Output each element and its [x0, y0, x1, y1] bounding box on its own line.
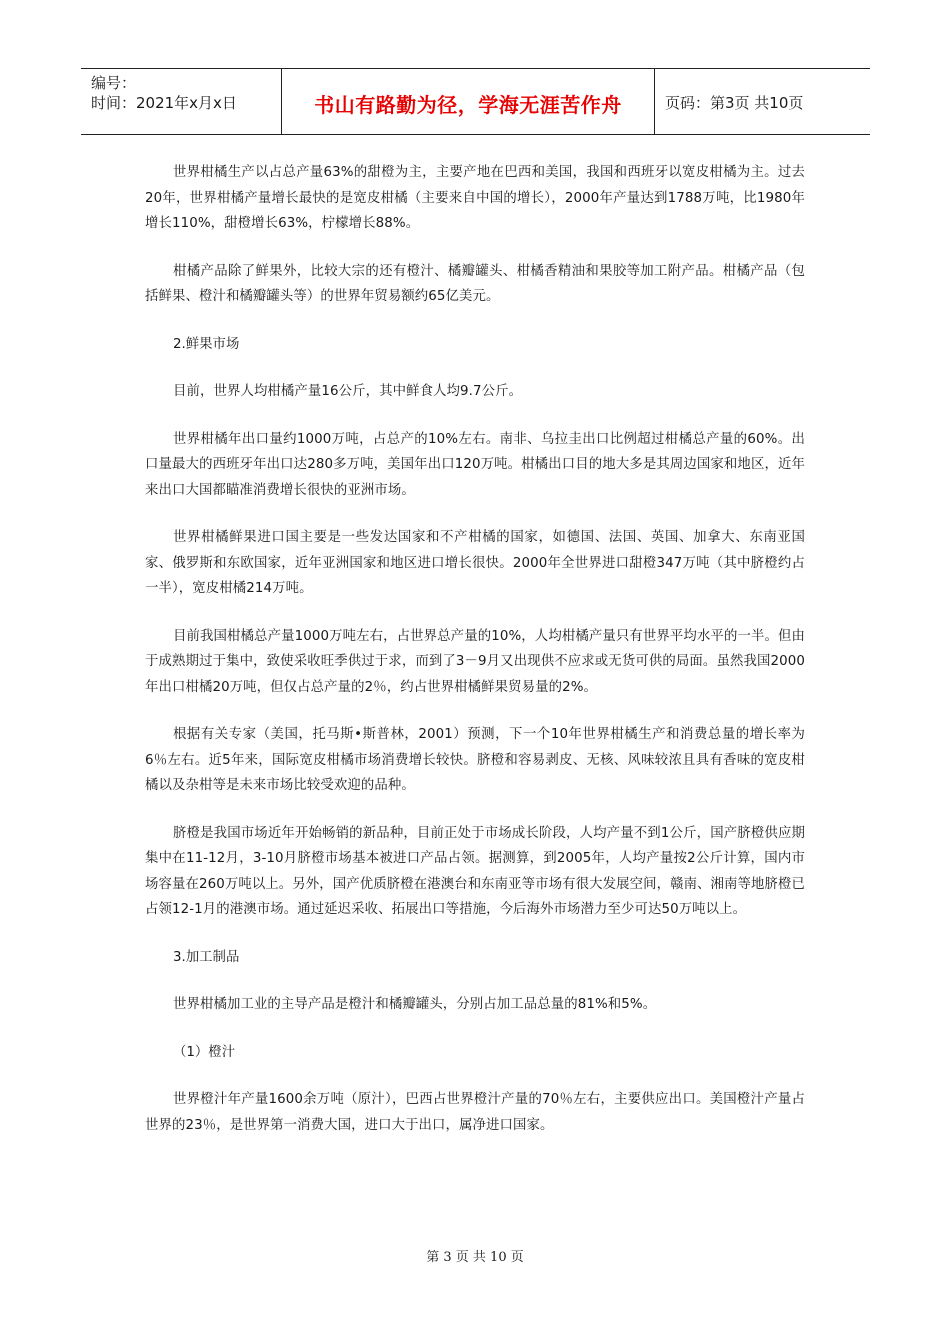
paragraph-exports: 世界柑橘年出口量约1000万吨，占总产的10%左右。南非、乌拉圭出口比例超过柑橘总产量的60%。出口量最大的西班牙年出口达280多万吨，美国年出口120万吨。柑橘出口目的地大多是其周边国家和地区，近年来出口大国都瞄准消费增长很快的亚洲市场。: [145, 431, 805, 498]
document-date-label: 时间：2021年x月x日: [91, 94, 237, 112]
paragraph-navel-orange: 脐橙是我国市场近年开始畅销的新品种，目前正处于市场成长阶段，人均产量不到1公斤，国产脐橙供应期集中在11-12月，3-10月脐橙市场基本被进口产品占领。据测算，到2005年，人均产量按2公斤计算，国内市场容量在260万吨以上。另外，国产优质脐橙在港澳台和东南亚等市场有很大发展空间，赣南、湘南等地脐橙已占领12-1月的港澳市场。通过延迟采收、拓展出口等措施，今后海外市场潜力至少可达50万吨以上。: [145, 825, 805, 917]
paragraph-imports: 世界柑橘鲜果进口国主要是一些发达国家和不产柑橘的国家，如德国、法国、英国、加拿大、东南亚国家、俄罗斯和东欧国家，近年亚洲国家和地区进口增长很快。2000年全世界进口甜橙347万吨（其中脐橙约占一半），宽皮柑橘214万吨。: [145, 530, 805, 596]
paragraph-forecast: 根据有关专家（美国，托马斯•斯普林，2001）预测，下一个10年世界柑橘生产和消费总量的增长率为6％左右。近5年来，国际宽皮柑橘市场消费增长较快。脐橙和容易剥皮、无核、风味较浓且具有香味的宽皮柑橘以及杂柑等是未来市场比较受欢迎的品种。: [145, 727, 805, 793]
paragraph-citrus-products: 柑橘产品除了鲜果外，比较大宗的还有橙汁、橘瓣罐头、柑橘香精油和果胶等加工附产品。柑橘产品（包括鲜果、橙汁和橘瓣罐头等）的世界年贸易额约65亿美元。: [145, 263, 805, 304]
header-page-cell: [655, 69, 870, 134]
footer-page-number: 第 3 页 共 10 页: [426, 1250, 524, 1265]
page-footer: [0, 1246, 950, 1265]
subsection-heading-orange-juice: （1）橙汁: [173, 1044, 236, 1060]
section-heading-fresh-fruit-market: 2.鲜果市场: [173, 336, 240, 352]
paragraph-orange-juice: 世界橙汁年产量1600余万吨（原汁），巴西占世界橙汁产量的70％左右，主要供应出口。美国橙汁产量占世界的23％，是世界第一消费大国，进口大于出口，属净进口国家。: [145, 1092, 805, 1133]
header-motto-cell: [282, 69, 655, 134]
page-header: [81, 68, 870, 135]
paragraph-citrus-production: 世界柑橘生产以占总产量63%的甜橙为主，主要产地在巴西和美国，我国和西班牙以宽皮柑橘为主。过去20年，世界柑橘产量增长最快的是宽皮柑橘（主要来自中国的增长），2000年产量达到1788万吨，比1980年增长110%，甜橙增长63%，柠檬增长88%。: [145, 165, 805, 231]
document-number-label: 编号：: [91, 74, 137, 92]
paragraph-processing-share: 世界柑橘加工业的主导产品是橙汁和橘瓣罐头，分别占加工品总量的81%和5%。: [173, 997, 657, 1012]
paragraph-per-capita-output: 目前，世界人均柑橘产量16公斤，其中鲜食人均9.7公斤。: [173, 384, 523, 399]
paragraph-china-output: 目前我国柑橘总产量1000万吨左右，占世界总产量的10%，人均柑橘产量只有世界平均水平的一半。但由于成熟期过于集中，致使采收旺季供过于求，而到了3－9月又出现供不应求或无货可供的局面。虽然我国2000年出口柑橘20万吨，但仅占总产量的2％，约占世界柑橘鲜果贸易量的2%。: [145, 628, 805, 695]
header-motto: 书山有路勤为径，学海无涯苦作舟: [314, 93, 622, 117]
header-meta-cell: [81, 69, 282, 134]
header-page-code: 页码：第3页 共10页: [665, 94, 804, 112]
document-body: [145, 160, 805, 1160]
section-heading-processed-products: 3.加工制品: [173, 949, 240, 965]
